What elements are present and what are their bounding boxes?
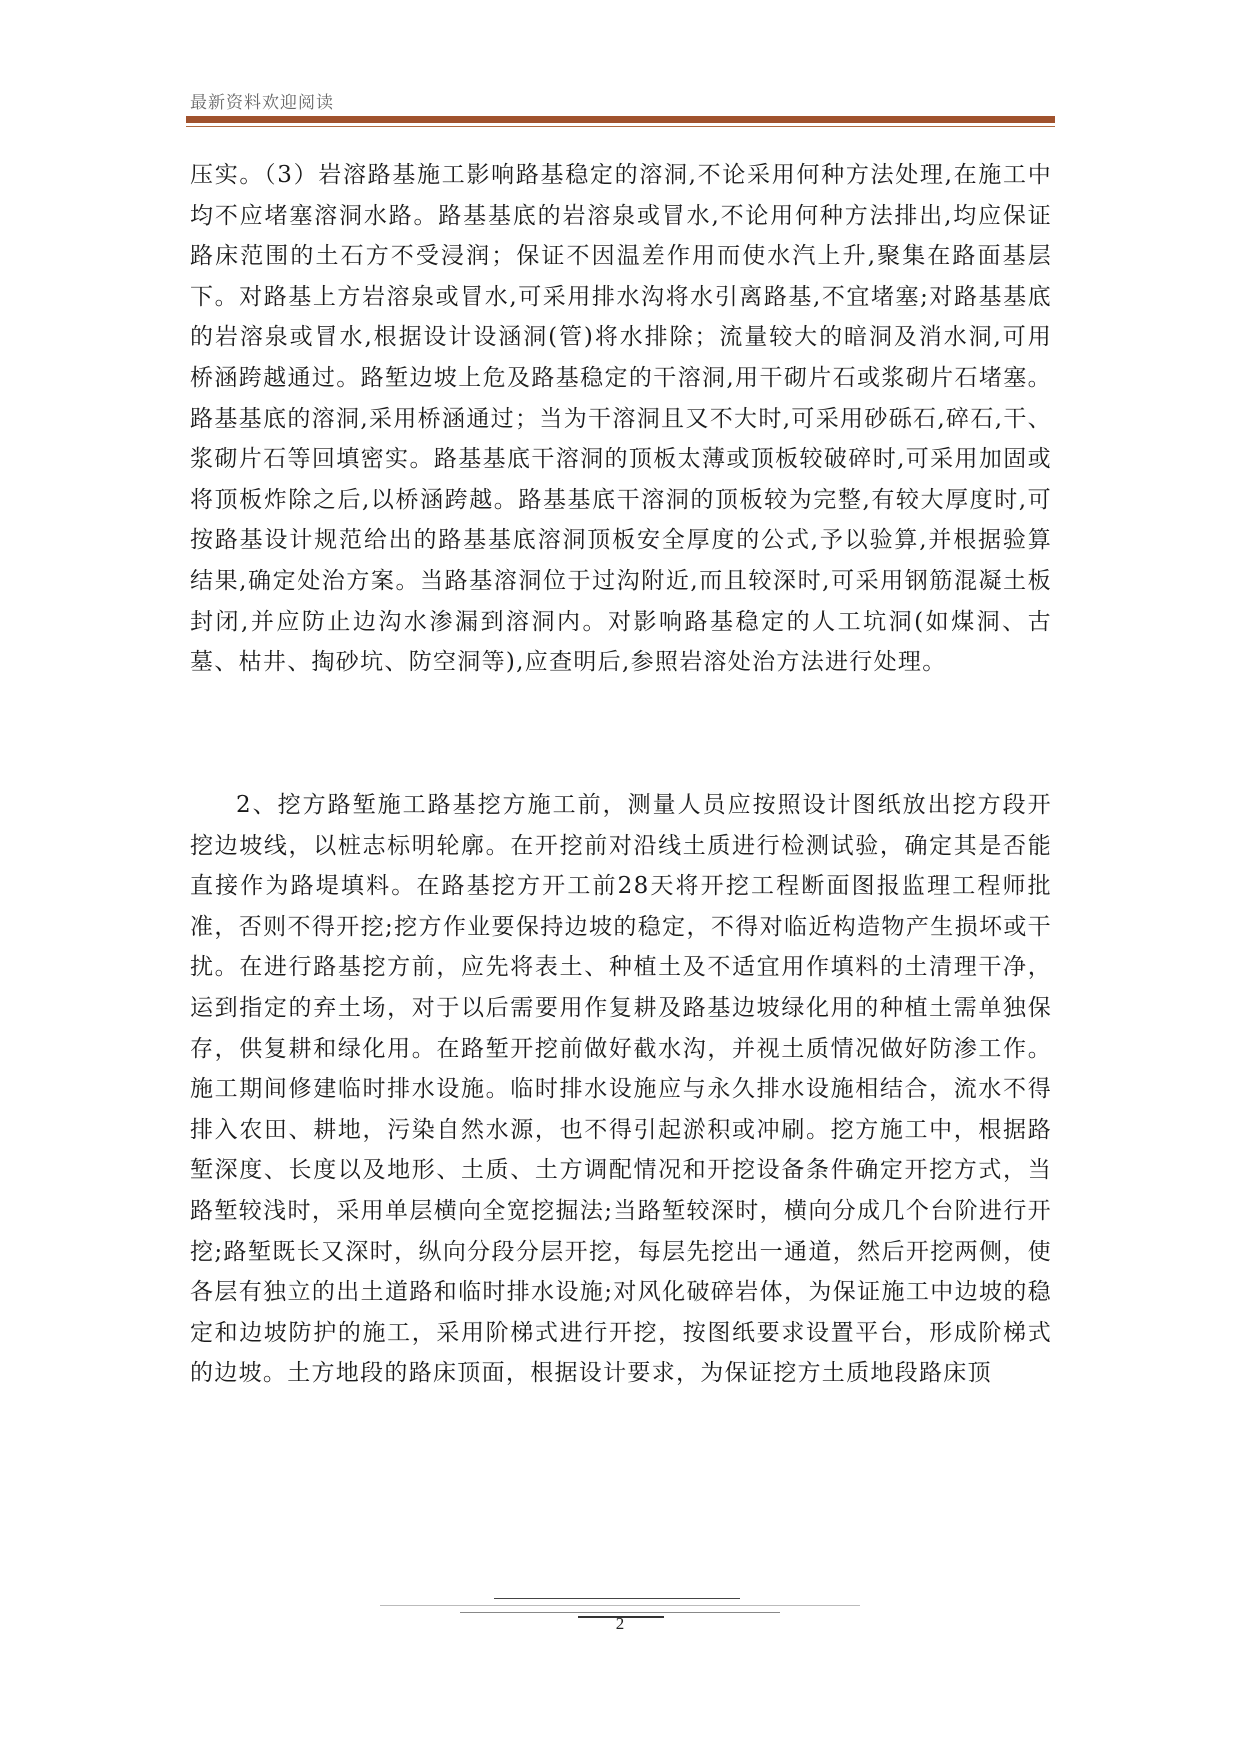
body-paragraph-1: 压实。（3）岩溶路基施工影响路基稳定的溶洞,不论采用何种方法处理,在施工中均不应堵塞溶洞水路。路基基底的岩溶泉或冒水,不论用何种方法排出,均应保证路床范围的土石方不受浸润；保证不因温差作用而使水汽上升,聚集在路面基层下。对路基上方岩溶泉或冒水,可采用排水沟将水引离路基,不宜堵塞;对路基基底的岩溶泉或冒水,根据设计设涵洞(管)将水排除；流量较大的暗洞及消水洞,可用桥涵跨越通过。路堑边坡上危及路基稳定的干溶洞,用干砌片石或浆砌片石堵塞。路基基底的溶洞,采用桥涵通过；当为干溶洞且又不大时,可采用砂砾石,碎石,干、浆砌片石等回填密实。路基基底干溶洞的顶板太薄或顶板较破碎时,可采用加固或将顶板炸除之后,以桥涵跨越。路基基底干溶洞的顶板较为完整,有较大厚度时,可按路基设计规范给出的路基基底溶洞顶板安全厚度的公式,予以验算,并根据验算结果,确定处治方案。当路基溶洞位于过沟附近,而且较深时,可采用钢筋混凝土板封闭,并应防止边沟水渗漏到溶洞内。对影响路基稳定的人工坑洞(如煤洞、古墓、枯井、掏砂坑、防空洞等),应查明后,参照岩溶处治方法进行处理。 xyxy=(190,162,1052,676)
page-number: 2 xyxy=(615,1614,625,1633)
footer-rule xyxy=(494,1598,740,1599)
page-header: 最新资料欢迎阅读 xyxy=(190,93,334,113)
footer-rule xyxy=(460,1612,780,1613)
body-paragraph-2: 2、挖方路堑施工路基挖方施工前，测量人员应按照设计图纸放出挖方段开挖边坡线，以桩志标明轮廓。在开挖前对沿线土质进行检测试验，确定其是否能直接作为路堤填料。在路基挖方开工前28天将开挖工程断面图报监理工程师批准，否则不得开挖;挖方作业要保持边坡的稳定，不得对临近构造物产生损坏或干扰。在进行路基挖方前，应先将表土、种植土及不适宜用作填料的土清理干净，运到指定的弃土场，对于以后需要用作复耕及路基边坡绿化用的种植土需单独保存，供复耕和绿化用。在路堑开挖前做好截水沟，并视土质情况做好防渗工作。施工期间修建临时排水设施。临时排水设施应与永久排水设施相结合，流水不得排入农田、耕地，污染自然水源，也不得引起淤积或冲刷。挖方施工中，根据路堑深度、长度以及地形、土质、土方调配情况和开挖设备条件确定开挖方式，当路堑较浅时，采用单层横向全宽挖掘法;当路堑较深时，横向分成几个台阶进行开挖;路堑既长又深时，纵向分段分层开挖，每层先挖出一通道，然后开挖两侧，使各层有独立的出土道路和临时排水设施;对风化破碎岩体，为保证施工中边坡的稳定和边坡防护的施工，采用阶梯式进行开挖，按图纸要求设置平台，形成阶梯式的边坡。土方地段的路床顶面，根据设计要求，为保证挖方土质地段路床顶 xyxy=(190,792,1052,1387)
header-rule-thick xyxy=(186,116,1055,123)
footer-rule xyxy=(380,1605,860,1606)
header-rule-thin xyxy=(186,126,1055,127)
